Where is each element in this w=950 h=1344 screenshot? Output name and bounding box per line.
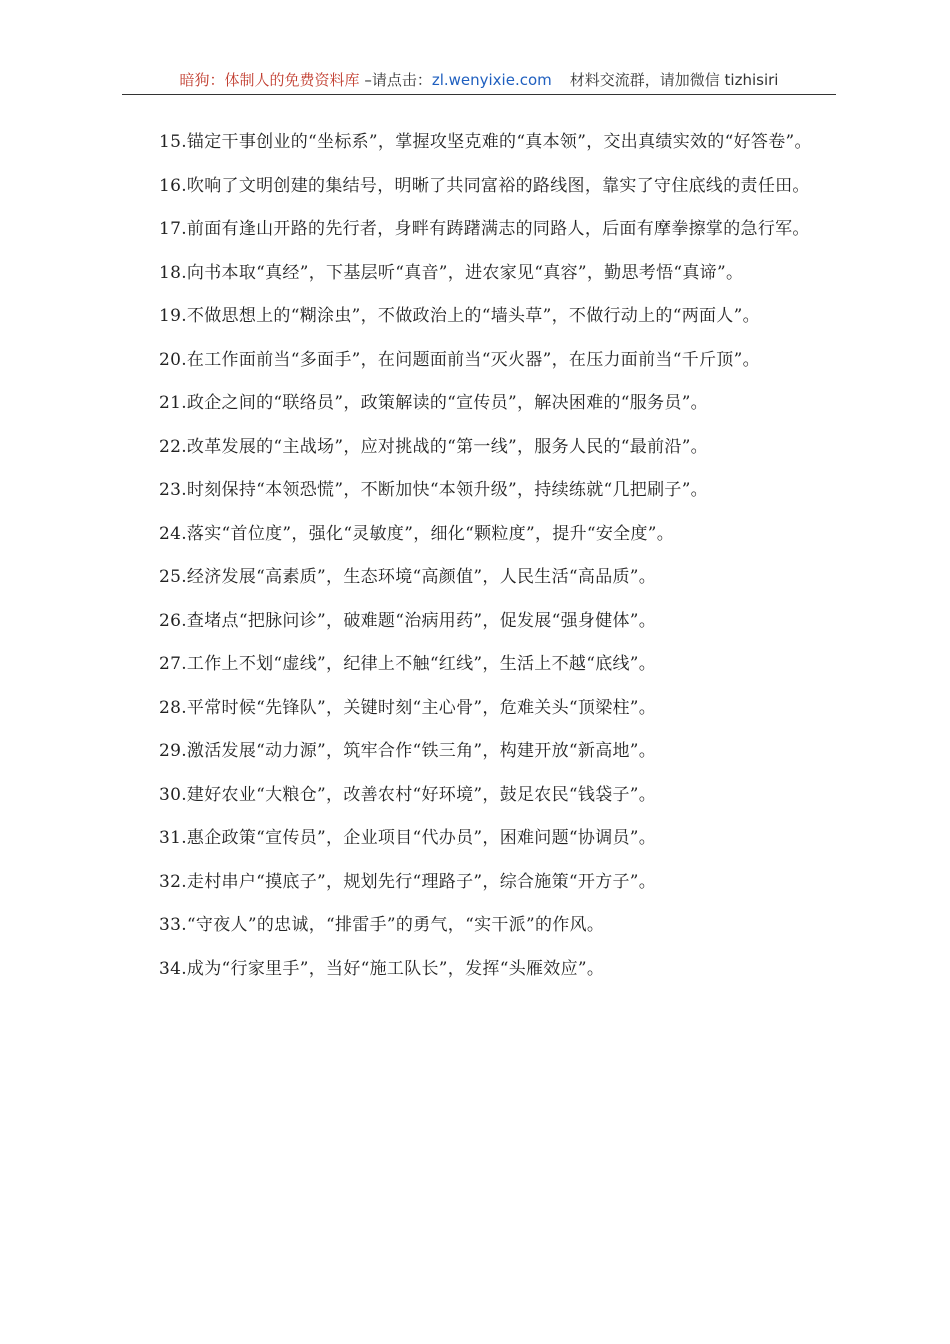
list-item: 21.政企之间的“联络员”，政策解读的“宣传员”，解决困难的“服务员”。 — [159, 393, 708, 413]
document-body — [122, 126, 822, 996]
list-item: 28.平常时候“先锋队”，关键时刻“主心骨”，危难关头“顶梁柱”。 — [159, 697, 657, 718]
list-item: 32.走村串户“摸底子”，规划先行“理路子”，综合施策“开方子”。 — [159, 871, 657, 892]
list-item: 27.工作上不划“虚线”，纪律上不触“红线”，生活上不越“底线”。 — [159, 654, 657, 674]
page-header — [122, 68, 836, 95]
list-item: 23.时刻保持“本领恐慌”，不断加快“本领升级”，持续练就“几把刷子”。 — [159, 480, 708, 500]
header-contact: 材料交流群，请加微信 tizhisiri — [569, 71, 779, 89]
list-item: 22.改革发展的“主战场”，应对挑战的“第一线”，服务人民的“最前沿”。 — [159, 436, 708, 457]
list-item: 25.经济发展“高素质”，生态环境“高颜值”，人民生活“高品质”。 — [159, 567, 657, 587]
list-item: 30.建好农业“大粮仓”，改善农村“好环境”，鼓足农民“钱袋子”。 — [159, 784, 657, 805]
header-brand: 暗狗：体制人的免费资料库 — [179, 71, 360, 89]
header-url-link[interactable]: zl.wenyixie.com — [431, 71, 552, 89]
list-item: 33.“守夜人”的忠诚，“排雷手”的勇气，“实干派”的作风。 — [159, 915, 605, 935]
list-item: 16.吹响了文明创建的集结号，明晰了共同富裕的路线图，靠实了守住底线的责任田。 — [159, 175, 810, 196]
list-item: 31.惠企政策“宣传员”，企业项目“代办员”，困难问题“协调员”。 — [159, 828, 657, 848]
list-item: 18.向书本取“真经”，下基层听“真音”，进农家见“真容”，勤思考悟“真谛”。 — [159, 262, 744, 283]
list-item: 17.前面有逢山开路的先行者，身畔有踌躇满志的同路人，后面有摩拳擦掌的急行军。 — [159, 219, 810, 239]
header-click-label: –请点击： — [359, 71, 432, 89]
list-item: 15.锚定干事创业的“坐标系”，掌握攻坚克难的“真本领”，交出真绩实效的“好答卷”。 — [159, 132, 812, 152]
list-item: 29.激活发展“动力源”，筑牢合作“铁三角”，构建开放“新高地”。 — [159, 741, 657, 761]
list-item: 26.查堵点“把脉问诊”，破难题“治病用药”，促发展“强身健体”。 — [159, 610, 657, 631]
list-item: 19.不做思想上的“糊涂虫”，不做政治上的“墙头草”，不做行动上的“两面人”。 — [159, 306, 760, 326]
list-item: 34.成为“行家里手”，当好“施工队长”，发挥“头雁效应”。 — [159, 958, 605, 979]
list-item: 20.在工作面前当“多面手”，在问题面前当“灭火器”，在压力面前当“千斤顶”。 — [159, 349, 760, 370]
list-item: 24.落实“首位度”，强化“灵敏度”，细化“颗粒度”，提升“安全度”。 — [159, 523, 675, 544]
